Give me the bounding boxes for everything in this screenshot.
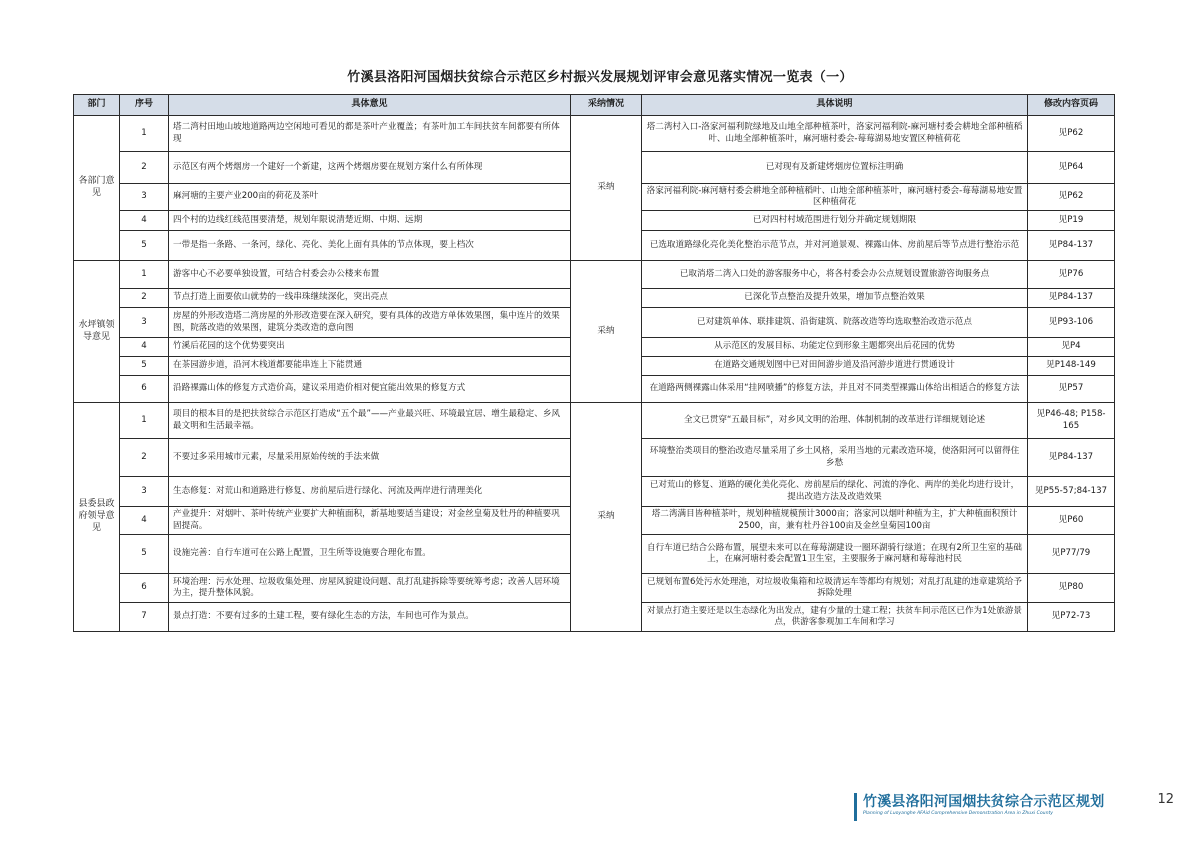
page-cell: 见P148-149 (1028, 357, 1115, 376)
dept-cell: 县委县政府领导意见 (74, 403, 120, 632)
brand-title: 竹溪县洛阳河国烟扶贫综合示范区规划 (863, 794, 1105, 810)
opinion-cell: 景点打造：不要有过多的土建工程，要有绿化生态的方法，车间也可作为景点。 (169, 603, 571, 632)
table-row (74, 116, 1115, 152)
brand-bar (854, 793, 857, 821)
status-cell: 采纳 (571, 116, 642, 261)
table-body (74, 116, 1115, 632)
page-cell: 见P55-57;84-137 (1028, 477, 1115, 507)
desc-cell: 自行车道已结合公路布置，展望未来可以在莓莓湖建设一圈环湖骑行绿道；在现有2所卫生室的基础上，在麻河塘村委会配置1卫生室，主要服务于麻河塘和莓莓池村民 (642, 535, 1028, 574)
desc-cell: 已对现有及新建烤烟房位置标注明确 (642, 152, 1028, 184)
row-number: 5 (120, 535, 169, 574)
desc-cell: 已规划布置6处污水处理池，对垃圾收集箱和垃圾清运车等都均有规划；对乱打乱建的违章建筑给予拆除处理 (642, 574, 1028, 603)
desc-cell: 塔二湾村入口-洛家河福利院绿地及山地全部种植茶叶，洛家河福利院-麻河塘村委会耕地全部种植稻叶、山地全部种植茶叶，麻河塘村委会-莓莓湖易地安置区种植荷花 (642, 116, 1028, 152)
page-cell: 见P72-73 (1028, 603, 1115, 632)
opinion-cell: 沿路裸露山体的修复方式造价高，建议采用造价相对便宜能出效果的修复方式 (169, 376, 571, 403)
opinion-cell: 生态修复：对荒山和道路进行修复、房前屋后进行绿化、河流及两岸进行清理美化 (169, 477, 571, 507)
page-cell: 见P76 (1028, 261, 1115, 289)
opinion-cell: 游客中心不必要单独设置，可结合村委会办公楼来布置 (169, 261, 571, 289)
desc-cell: 已对荒山的修复、道路的硬化美化亮化、房前屋后的绿化、河流的净化、两岸的美化均进行设计，提出改造方法及改造效果 (642, 477, 1028, 507)
table-row (74, 261, 1115, 289)
page-cell: 见P60 (1028, 507, 1115, 535)
page-cell: 见P77/79 (1028, 535, 1115, 574)
row-number: 2 (120, 152, 169, 184)
opinion-cell: 项目的根本目的是把扶贫综合示范区打造成“五个最”——产业最兴旺、环境最宜居、增生最稳定、乡风最文明和生活最幸福。 (169, 403, 571, 439)
row-number: 2 (120, 289, 169, 308)
opinion-cell: 环境治理：污水处理、垃圾收集处理、房屋风貌建设问题、乱打乱建拆除等要统筹考虑；改善人居环境为主，提升整体风貌。 (169, 574, 571, 603)
page-cell: 见P93-106 (1028, 308, 1115, 338)
desc-cell: 对景点打造主要还是以生态绿化为出发点，建有少量的土建工程；扶贫车间示范区已作为1处旅游景点，供游客参观加工车间和学习 (642, 603, 1028, 632)
desc-cell: 全文已贯穿“五最目标”，对乡风文明的治理、体制机制的改革进行详细规划论述 (642, 403, 1028, 439)
table-header-row (74, 95, 1115, 116)
header-opinion: 具体意见 (169, 95, 571, 116)
page-cell: 见P57 (1028, 376, 1115, 403)
page-cell: 见P19 (1028, 211, 1115, 231)
opinion-cell: 一带是指一条路、一条河，绿化、亮化、美化上面有具体的节点体现，要上档次 (169, 231, 571, 261)
desc-cell: 已深化节点整治及提升效果，增加节点整治效果 (642, 289, 1028, 308)
page-cell: 见P62 (1028, 184, 1115, 211)
page-number: 12 (1157, 792, 1174, 807)
opinion-cell: 四个村的边线红线范围要清楚，规划年限说清楚近期、中期、远期 (169, 211, 571, 231)
header-desc: 具体说明 (642, 95, 1028, 116)
row-number: 6 (120, 574, 169, 603)
page-cell: 见P80 (1028, 574, 1115, 603)
page-cell: 见P84-137 (1028, 231, 1115, 261)
opinion-cell: 塔二湾村田地山坡地道路两边空闲地可看见的都是茶叶产业覆盖；有茶叶加工车间扶贫车间都要有所体现 (169, 116, 571, 152)
status-cell: 采纳 (571, 261, 642, 403)
desc-cell: 已对四村村域范围进行划分并确定规划期限 (642, 211, 1028, 231)
opinion-cell: 示范区有两个烤烟房一个建好一个新建，这两个烤烟房要在规划方案什么有所体现 (169, 152, 571, 184)
dept-cell: 水坪镇领导意见 (74, 261, 120, 403)
opinion-cell: 房屋的外形改造塔二湾房屋的外形改造要在深入研究，要有具体的改造方单体效果图，集中连片的效果图，院落改造的效果图，建筑分类改造的意向图 (169, 308, 571, 338)
table-title: 竹溪县洛阳河国烟扶贫综合示范区乡村振兴发展规划评审会意见落实情况一览表（一） (347, 70, 853, 85)
row-number: 4 (120, 338, 169, 357)
opinion-cell: 不要过多采用城市元素，尽量采用原始传统的手法来做 (169, 439, 571, 477)
header-dept: 部门 (74, 95, 120, 116)
row-number: 3 (120, 308, 169, 338)
row-number: 1 (120, 116, 169, 152)
footer-brand (854, 791, 1174, 823)
opinion-cell: 在茶园游步道，沿河木栈道都要能串连上下能贯通 (169, 357, 571, 376)
dept-cell: 各部门意见 (74, 116, 120, 261)
row-number: 1 (120, 403, 169, 439)
desc-cell: 在道路两侧裸露山体采用“挂网喷播”的修复方法，并且对不同类型裸露山体给出相适合的修复方法 (642, 376, 1028, 403)
header-page: 修改内容页码 (1028, 95, 1115, 116)
header-no: 序号 (120, 95, 169, 116)
page-cell: 见P4 (1028, 338, 1115, 357)
row-number: 4 (120, 211, 169, 231)
row-number: 7 (120, 603, 169, 632)
desc-cell: 已选取道路绿化亮化美化整治示范节点，并对河道景观、裸露山体、房前屋后等节点进行整治示范 (642, 231, 1028, 261)
desc-cell: 洛家河福利院-麻河塘村委会耕地全部种植稻叶、山地全部种植茶叶，麻河塘村委会-莓莓湖易地安置区种植荷花 (642, 184, 1028, 211)
table-row (74, 403, 1115, 439)
row-number: 5 (120, 357, 169, 376)
desc-cell: 在道路交通规划图中已对田间游步道及沿河游步道进行贯通设计 (642, 357, 1028, 376)
row-number: 5 (120, 231, 169, 261)
desc-cell: 塔二湾满目皆种植茶叶，规划种植规模预计3000亩；洛家河以烟叶种植为主，扩大种植面积预计2500，亩，兼有杜丹谷100亩及金丝皇菊园100亩 (642, 507, 1028, 535)
page-cell: 见P64 (1028, 152, 1115, 184)
page-cell: 见P84-137 (1028, 439, 1115, 477)
page-cell: 见P62 (1028, 116, 1115, 152)
row-number: 6 (120, 376, 169, 403)
opinion-cell: 麻河塘的主要产业200亩的荷花及茶叶 (169, 184, 571, 211)
row-number: 4 (120, 507, 169, 535)
opinion-cell: 设施完善：自行车道可在公路上配置，卫生所等设施要合理化布置。 (169, 535, 571, 574)
page-cell: 见P46-48; P158-165 (1028, 403, 1115, 439)
status-cell: 采纳 (571, 403, 642, 632)
row-number: 3 (120, 184, 169, 211)
desc-cell: 已取消塔二湾入口处的游客服务中心，将各村委会办公点规划设置旅游咨询服务点 (642, 261, 1028, 289)
desc-cell: 已对建筑单体、联排建筑、沿街建筑、院落改造等均选取整治改造示范点 (642, 308, 1028, 338)
opinion-cell: 竹溪后花园的这个优势要突出 (169, 338, 571, 357)
desc-cell: 环境整治类项目的整治改造尽量采用了乡土风格，采用当地的元素改造环境，使洛阳河可以留得住乡愁 (642, 439, 1028, 477)
header-status: 采纳情况 (571, 95, 642, 116)
desc-cell: 从示范区的发展目标、功能定位到形象主题都突出后花园的优势 (642, 338, 1028, 357)
opinion-cell: 节点打造上面要依山就势的一线串珠继续深化，突出亮点 (169, 289, 571, 308)
row-number: 1 (120, 261, 169, 289)
row-number: 2 (120, 439, 169, 477)
row-number: 3 (120, 477, 169, 507)
opinion-table (73, 94, 1115, 632)
opinion-cell: 产业提升：对烟叶、茶叶传统产业要扩大种植面积，新基地要适当建设；对金丝皇菊及牡丹的种植要巩固提高。 (169, 507, 571, 535)
page-cell: 见P84-137 (1028, 289, 1115, 308)
brand-subtitle: Planning of Luoyanghe AFAid Comprehensive Demonstration Area in Zhuxi County (863, 811, 1054, 816)
